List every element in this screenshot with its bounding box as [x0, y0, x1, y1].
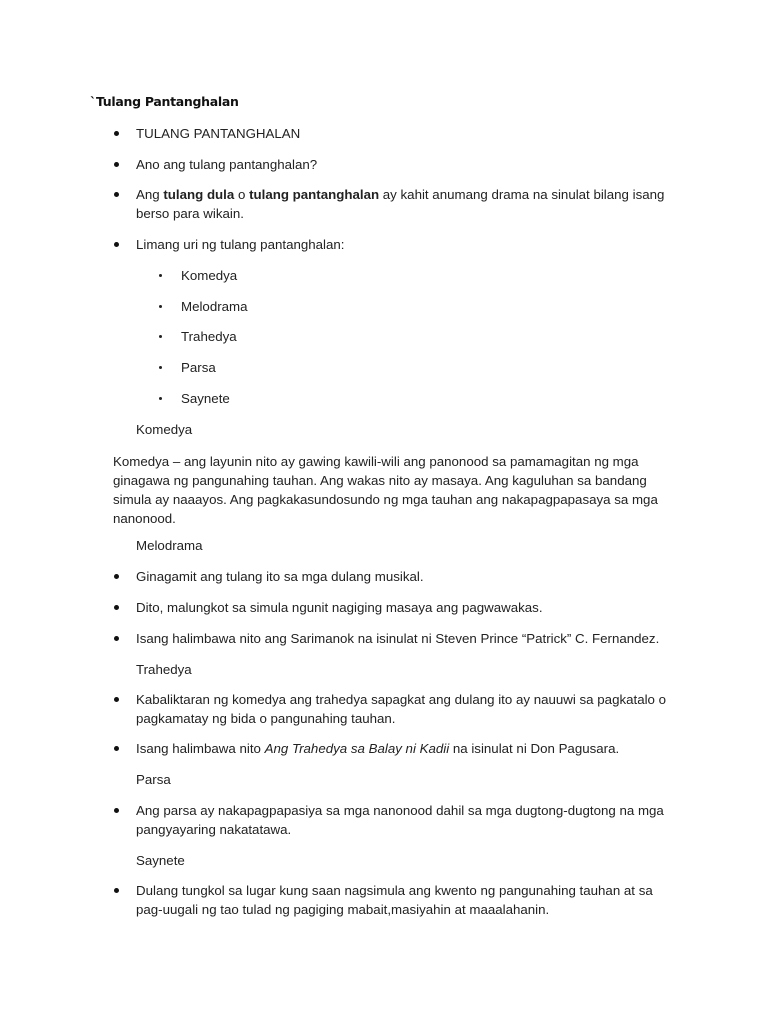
bullet-icon: [114, 636, 119, 641]
list-item: [136, 629, 676, 648]
bullet-icon: [114, 605, 119, 610]
bullet-icon: [159, 274, 162, 277]
paragraph-line: nanonood.: [113, 511, 176, 526]
list-item-text: TULANG PANTANGHALAN: [136, 126, 301, 141]
paragraph-line: Komedya – ang layunin nito ay gawing kawili-wili ang panonood sa pamamagitan ng mga: [113, 454, 639, 469]
text-run: o: [234, 187, 250, 202]
italic-title: Ang Trahedya sa Balay ni Kadii: [264, 741, 450, 756]
bullet-icon: [114, 192, 119, 197]
section-heading-trahedya: Trahedya: [136, 662, 192, 677]
list-item: [136, 235, 676, 254]
sub-list-item-text: Parsa: [181, 360, 216, 375]
sub-list-item-text: Saynete: [181, 391, 230, 406]
sub-list-item: [181, 266, 481, 285]
list-item-line: pangyayaring nakatatawa.: [136, 822, 292, 837]
section-heading-parsa: Parsa: [136, 772, 171, 787]
list-item-line: Ang parsa ay nakapagpapasiya sa mga nanonood dahil sa mga dugtong-dugtong na mga: [136, 803, 664, 818]
sub-list-item: [181, 327, 481, 346]
text-run: ay kahit anumang drama na sinulat bilang isang: [379, 187, 665, 202]
list-item-line: [136, 185, 676, 204]
list-item-text: Ano ang tulang pantanghalan?: [136, 157, 318, 172]
list-item-text: Dito, malungkot sa simula ngunit nagiging masaya ang pagwawakas.: [136, 600, 543, 615]
bullet-icon: [114, 697, 119, 702]
bullet-icon: [114, 162, 119, 167]
paragraph-line: ginagawa ng pangunahing tauhan. Ang wakas nito ay masaya. Ang kaguluhan sa bandang: [113, 473, 647, 488]
section-heading-saynete: Saynete: [136, 853, 185, 868]
list-item-text: Ginagamit ang tulang ito sa mga dulang musikal.: [136, 569, 424, 584]
sub-list-item: [181, 389, 481, 408]
bullet-icon: [114, 242, 119, 247]
bullet-icon: [114, 746, 119, 751]
sub-list-item-text: Komedya: [181, 268, 238, 283]
list-item-text: Limang uri ng tulang pantanghalan:: [136, 237, 345, 252]
section-heading-melodrama: Melodrama: [136, 538, 203, 553]
bold-term: tulang pantanghalan: [249, 187, 380, 202]
list-item-line: Kabaliktaran ng komedya ang trahedya sapagkat ang dulang ito ay nauuwi sa pagkatalo o: [136, 692, 667, 707]
list-item: [136, 801, 676, 839]
list-item: [136, 567, 676, 586]
document-title: `Tulang Pantanghalan: [90, 94, 239, 109]
bullet-icon: [159, 335, 162, 338]
list-item: [136, 155, 676, 174]
list-item-text: Isang halimbawa nito ang Sarimanok na isinulat ni Steven Prince “Patrick” C. Fernandez.: [136, 631, 660, 646]
list-item: [136, 739, 676, 758]
section-heading-komedya: Komedya: [136, 422, 193, 437]
list-item: [136, 881, 676, 919]
text-run: Isang halimbawa nito: [136, 741, 265, 756]
bullet-icon: [114, 131, 119, 136]
bullet-icon: [159, 397, 162, 400]
sub-list-item-text: Melodrama: [181, 299, 248, 314]
sub-list-item-text: Trahedya: [181, 329, 237, 344]
list-item: [136, 598, 676, 617]
sub-list-item: [181, 297, 481, 316]
bullet-icon: [114, 808, 119, 813]
bullet-icon: [159, 366, 162, 369]
bullet-icon: [114, 888, 119, 893]
list-item: [136, 124, 676, 143]
list-item-line: pag-uugali ng tao tulad ng pagiging mabait,masiyahin at maaalahanin.: [136, 902, 550, 917]
paragraph-komedya: [113, 452, 673, 528]
list-item-line: Dulang tungkol sa lugar kung saan nagsimula ang kwento ng pangunahing tauhan at sa: [136, 883, 653, 898]
text-run: na isinulat ni Don Pagusara.: [449, 741, 620, 756]
sub-list-item: [181, 358, 481, 377]
bold-term: tulang dula: [163, 187, 235, 202]
paragraph-line: simula ay naaayos. Ang pagkakasundosundo ng mga tauhan ang nakapagpapasaya sa mga: [113, 492, 658, 507]
bullet-icon: [114, 574, 119, 579]
list-item: [136, 690, 676, 728]
list-item: [136, 185, 676, 223]
list-item-line: pagkamatay ng bida o pangunahing tauhan.: [136, 711, 396, 726]
bullet-icon: [159, 305, 162, 308]
text-run: Ang: [136, 187, 164, 202]
list-item-line: berso para wikain.: [136, 206, 244, 221]
